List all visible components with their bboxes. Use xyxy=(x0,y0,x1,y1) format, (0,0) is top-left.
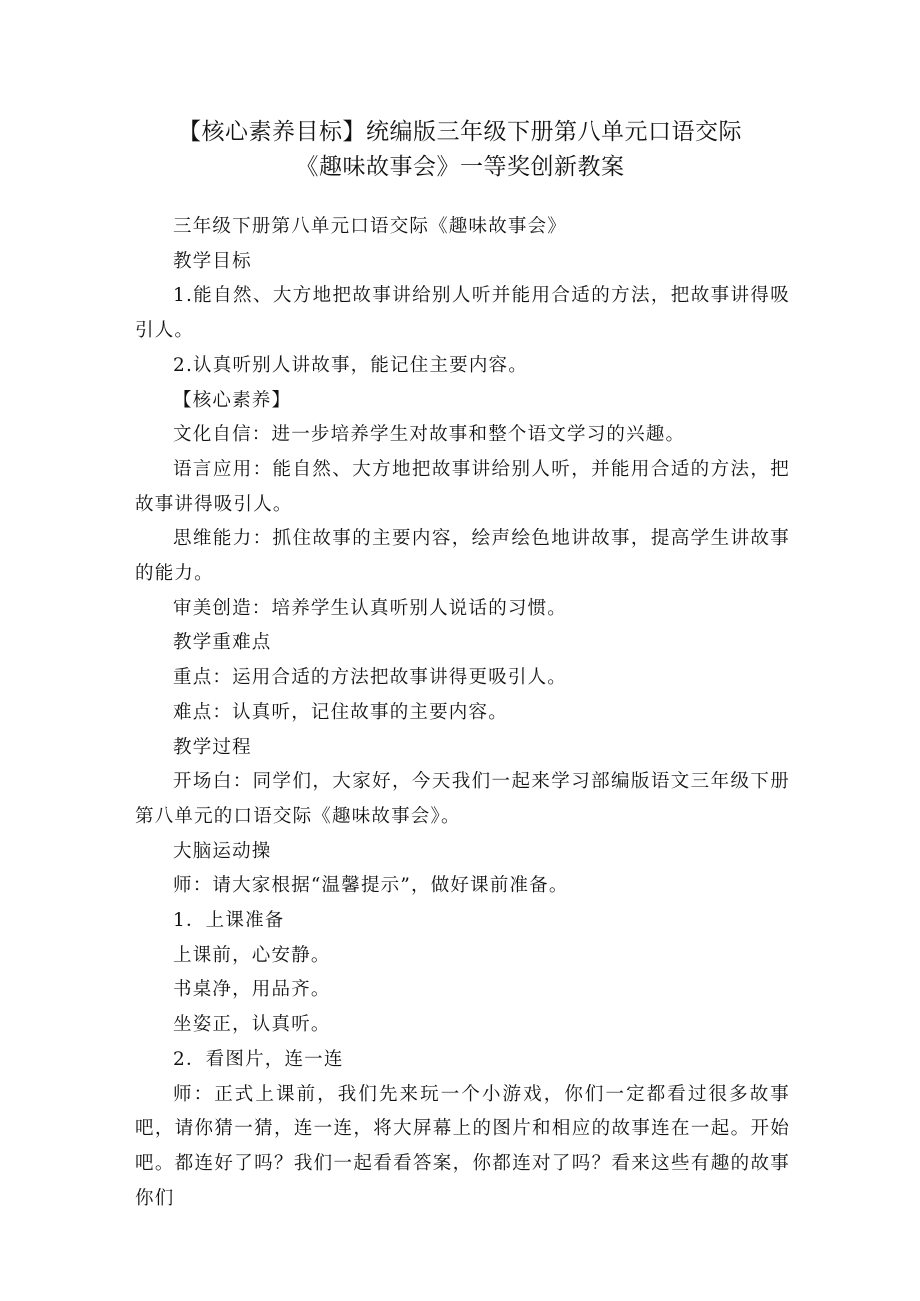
paragraph: 师：请大家根据“温馨提示”，做好课前准备。 xyxy=(173,875,569,897)
paragraph: 思维能力：抓住故事的主要内容，绘声绘色地讲故事，提高学生讲故事的能力。 xyxy=(135,528,790,585)
list-item: 2．看图片，连一连 xyxy=(173,1048,344,1070)
list-item: 1．上课准备 xyxy=(173,910,285,932)
paragraph: 开场白：同学们，大家好，今天我们一起来学习部编版语文三年级下册第八单元的口语交际《趣味故事会》。 xyxy=(135,771,790,827)
paragraph: 审美创造：培养学生认真听别人说话的习惯。 xyxy=(173,597,568,619)
section-heading: 教学目标 xyxy=(173,250,252,272)
paragraph: 坐姿正，认真听。 xyxy=(173,1014,331,1036)
document-title-line-2: 《趣味故事会》一等奖创新教案 xyxy=(295,154,625,180)
document-body xyxy=(135,210,790,1216)
paragraph: 1.能自然、大方地把故事讲给别人听并能用合适的方法，把故事讲得吸引人。 xyxy=(135,285,790,342)
document-title-line-1: 【核心素养目标】统编版三年级下册第八单元口语交际 xyxy=(178,119,742,145)
paragraph: 上课前，心安静。 xyxy=(173,944,331,966)
paragraph: 重点：运用合适的方法把故事讲得更吸引人。 xyxy=(173,667,568,689)
section-heading: 【核心素养】 xyxy=(173,389,292,411)
paragraph: 三年级下册第八单元口语交际《趣味故事会》 xyxy=(173,216,568,237)
section-heading: 大脑运动操 xyxy=(173,840,272,862)
paragraph: 文化自信：进一步培养学生对故事和整个语文学习的兴趣。 xyxy=(173,424,686,446)
paragraph: 书桌净，用品齐。 xyxy=(173,979,331,1001)
section-heading: 教学重难点 xyxy=(173,632,272,654)
paragraph: 语言应用：能自然、大方地把故事讲给别人听，并能用合适的方法，把故事讲得吸引人。 xyxy=(135,458,790,515)
paragraph: 师：正式上课前，我们先来玩一个小游戏，你们一定都看过很多故事吧，请你猜一猜，连一连，将大屏幕上的图片和相应的故事连在一起。开始吧。都连好了吗？我们一起看看答案，你都连对了吗？看来这些有趣的故事你们 xyxy=(135,1083,790,1209)
paragraph: 难点：认真听，记住故事的主要内容。 xyxy=(173,701,508,723)
section-heading: 教学过程 xyxy=(173,736,252,758)
paragraph: 2.认真听别人讲故事，能记住主要内容。 xyxy=(173,354,528,376)
